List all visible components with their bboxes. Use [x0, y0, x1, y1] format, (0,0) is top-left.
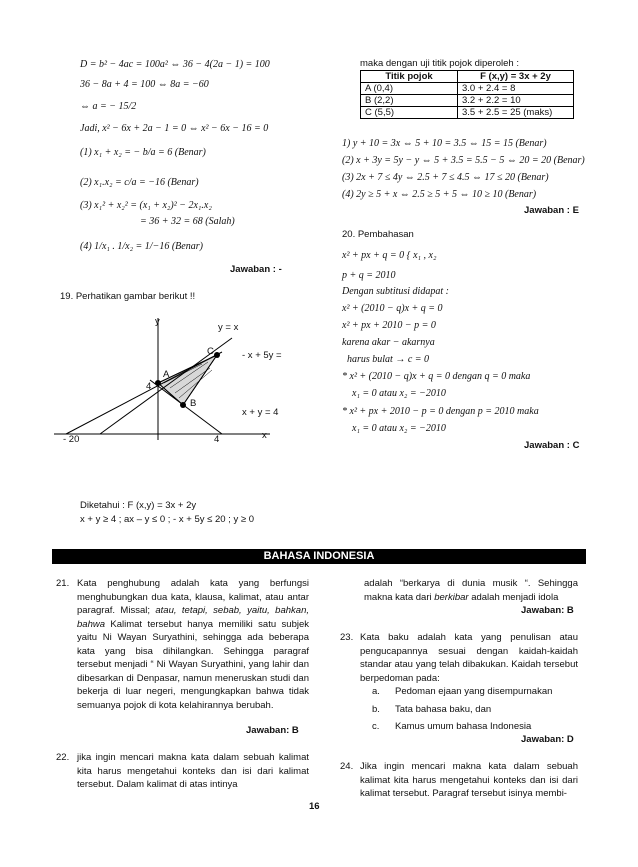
q21-text: Kata penghubung adalah kata yang berfungsi menghubungkan dua kata, klausa, kalimat, atau antar paragraf. Missal; atau, tetapi, sebab, yaitu, bahkan, bahwa Kalimat tersebut hanya memiliki satu subjek yaitu Ni Wayan Suryathini, sehingga ada beberapa kata yang bisa dihilangkan. Sehingga paragraf tersebut menjadi “ Ni Wayan Suryathini, yang lahir dan dibesarkan di Denpasar, namun meneruskan studi dan bekerja di luar negeri, mengungkapkan bahwa tidak semuanya pojok di kota kelahirannya berubah.: [77, 578, 309, 711]
check-line-3: (3) 2x + 7 ≤ 4y ⇔ 2.5 + 7 ≤ 4.5 ⇔ 17 ≤ 20 (Benar): [342, 172, 549, 183]
derivation-line-3: ⇔ a = − 15/2: [80, 101, 137, 112]
table-cell: A (0,4): [361, 83, 458, 95]
label-y-eq-x: y = x: [218, 322, 239, 333]
label-line-x-plus-y: x + y = 4: [242, 407, 279, 418]
corner-point-table: [360, 70, 574, 119]
q23-number: 23.: [340, 632, 354, 643]
page-number: 16: [309, 801, 320, 812]
answer-22: Jawaban: B: [521, 605, 574, 616]
label-line-x-5y: - x + 5y =: [242, 350, 282, 361]
label-y-4: 4: [146, 381, 152, 392]
table-header: Titik pojok: [361, 71, 458, 83]
derivation-line-9: (4) 1/x₁ . 1/x₂ = 1/−16 (Benar): [80, 241, 203, 252]
q20-line-3: Dengan subtitusi didapat :: [342, 286, 449, 297]
q20-line-4: x² + (2010 − q)x + q = 0: [342, 303, 443, 314]
check-line-1: 1) y + 10 = 3x ⇔ 5 + 10 = 3.5 ⇔ 15 = 15 (Benar): [342, 138, 547, 149]
q22-number: 22.: [56, 752, 70, 763]
label-c: C: [207, 346, 214, 357]
axis-y-label: y: [155, 316, 160, 327]
derivation-line-6: (2) x₁.x₂ = c/a = −16 (Benar): [80, 177, 199, 188]
derivation-line-1: D = b² − 4ac = 100a² ⇔ 36 − 4(2a − 1) = 100: [80, 59, 270, 70]
table-row: [361, 107, 574, 119]
q20-line-11: x₁ = 0 atau x₂ = −2010: [352, 423, 446, 434]
point-b: [180, 402, 186, 408]
section-banner: BAHASA INDONESIA: [52, 549, 586, 564]
table-row: [361, 95, 574, 107]
q20-line-7: harus bulat → c = 0: [347, 354, 430, 365]
q20-line-10: * x² + px + 2010 − p = 0 dengan p = 2010 maka: [342, 406, 539, 417]
table-cell: 3.5 + 2.5 = 25 (maks): [458, 107, 574, 119]
axis-x-label: x: [262, 430, 267, 441]
check-line-2: (2) x + 3y = 5y − y ⇔ 5 + 3.5 = 5.5 − 5 ⇔ 20 = 20 (Benar): [342, 155, 585, 166]
table-header: F (x,y) = 3x + 2y: [458, 71, 574, 83]
q20-line-5: x² + px + 2010 − p = 0: [342, 320, 436, 331]
q23-item-text: Pedoman ejaan yang disempurnakan: [395, 686, 553, 697]
derivation-line-8: = 36 + 32 = 68 (Salah): [140, 216, 235, 227]
q20-line-2: p + q = 2010: [342, 270, 396, 281]
point-a: [155, 380, 161, 386]
label-minus-20: - 20: [63, 434, 80, 445]
q22-continued-text: adalah “berkarya di dunia musik “. Sehingga makna kata dari berkibar adalah menjadi idola: [364, 578, 578, 603]
check-line-4: (4) 2y ≥ 5 + x ⇔ 2.5 ≥ 5 + 5 ⇔ 10 ≥ 10 (Benar): [342, 189, 537, 200]
derivation-line-5: (1) x₁ + x₂ = − b/a = 6 (Benar): [80, 147, 206, 158]
q19-title: 19. Perhatikan gambar berikut !!: [60, 291, 196, 302]
label-a: A: [163, 369, 170, 380]
answer-23: Jawaban: D: [521, 734, 574, 745]
q19-given-2: x + y ≥ 4 ; ax – y ≤ 0 ; - x + 5y ≤ 20 ; y ≥ 0: [80, 514, 254, 525]
q20-line-1: x² + px + q = 0 { x₁ , x₂: [342, 250, 437, 261]
q19-graph: [52, 300, 312, 450]
derivation-line-2: 36 − 8a + 4 = 100 ⇔ 8a = −60: [80, 79, 209, 90]
table-row: [361, 83, 574, 95]
label-x-4: 4: [214, 434, 220, 445]
line-x-5y: [66, 352, 222, 434]
q22-text: jika ingin mencari makna kata dalam sebuah kalimat kita harus mengetahui konteks dan isi dari kalimat tersebut. Dalam kalimat di atas intinya: [77, 752, 309, 790]
derivation-line-7: (3) x₁² + x₂² = (x₁ + x₂)² − 2x₁.x₂: [80, 200, 212, 211]
q19-given-1: Diketahui : F (x,y) = 3x + 2y: [80, 500, 197, 511]
q23-item-letter: c.: [372, 721, 380, 732]
q23-item-text: Tata bahasa baku, dan: [395, 704, 492, 715]
answer-21: Jawaban: B: [246, 725, 299, 736]
q23-item-letter: a.: [372, 686, 380, 697]
q23-item-letter: b.: [372, 704, 380, 715]
table-cell: C (5,5): [361, 107, 458, 119]
answer-20: Jawaban : C: [524, 440, 580, 451]
point-c: [214, 352, 220, 358]
q20-line-9: x₁ = 0 atau x₂ = −2010: [352, 388, 446, 399]
derivation-line-4: Jadi, x² − 6x + 2a − 1 = 0 ⇔ x² − 6x − 16 = 0: [80, 123, 269, 134]
q21-number: 21.: [56, 578, 70, 589]
q24-text: Jika ingin mencari makna kata dalam sebuah kalimat kita harus mengetahui konteks dan isi dari kalimat tersebut. Paragraf tersebut isinya membi-: [360, 761, 578, 799]
q20-line-6: karena akar − akarnya: [342, 337, 435, 348]
table-cell: B (2,2): [361, 95, 458, 107]
label-b: B: [190, 398, 197, 409]
table-intro: maka dengan uji titik pojok diperoleh :: [360, 58, 519, 69]
answer-19: Jawaban : E: [524, 205, 579, 216]
table-header-row: [361, 71, 574, 83]
q20-title: 20. Pembahasan: [342, 229, 414, 240]
answer-18: Jawaban : -: [230, 264, 282, 275]
q20-line-8: * x² + (2010 − q)x + q = 0 dengan q = 0 maka: [342, 371, 531, 382]
table-cell: 3.2 + 2.2 = 10: [458, 95, 574, 107]
q24-number: 24.: [340, 761, 354, 772]
q23-item-text: Kamus umum bahasa Indonesia: [395, 721, 532, 732]
table-cell: 3.0 + 2.4 = 8: [458, 83, 574, 95]
q23-text: Kata baku adalah kata yang penulisan atau pengucapannya sesuai dengan kaidah-kaidah standar atau yang telah dibakukan. Kaidah tersebut berpedoman pada:: [360, 632, 578, 684]
